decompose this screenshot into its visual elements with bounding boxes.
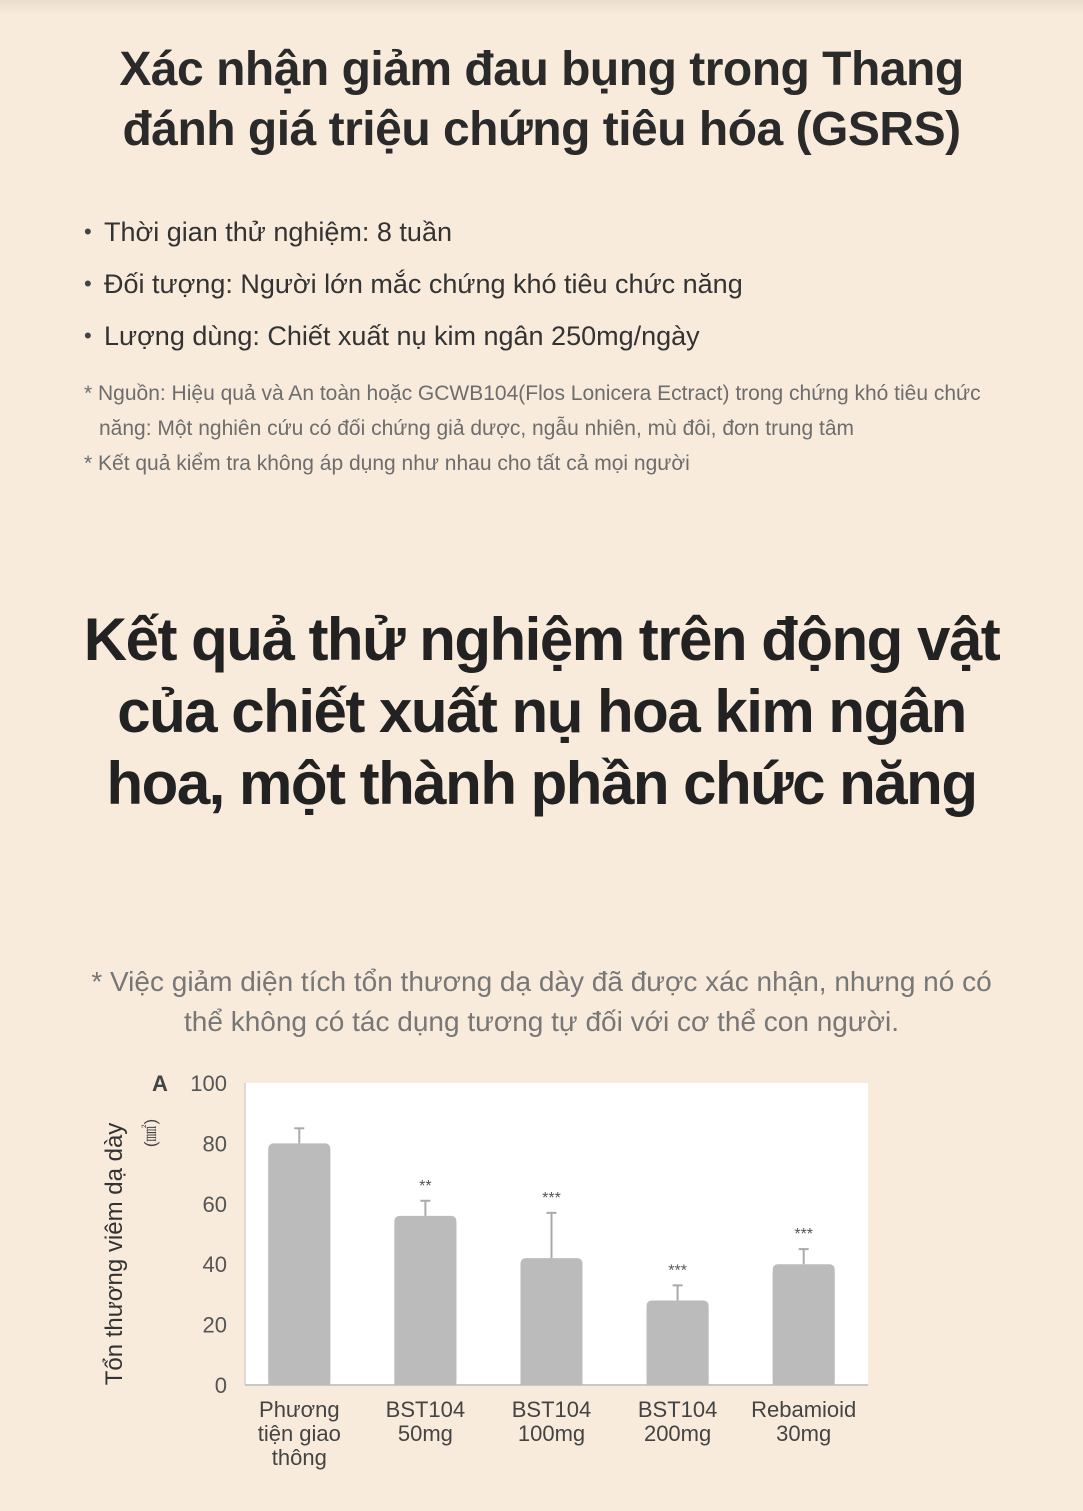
significance-label: ** <box>419 1177 432 1195</box>
significance-label: *** <box>542 1189 561 1207</box>
bar-base <box>647 1308 709 1385</box>
y-tick-label: 100 <box>190 1071 227 1096</box>
x-category-label: Rebamioid <box>751 1397 857 1422</box>
bar-base <box>268 1151 330 1385</box>
x-category-label: BST104 <box>385 1397 466 1422</box>
x-category-label: 50mg <box>397 1421 453 1446</box>
y-tick-label: 60 <box>202 1191 227 1217</box>
panel-label: A <box>152 1071 168 1096</box>
x-category-label: 200mg <box>643 1421 712 1446</box>
chart-caption: * Việc giảm diện tích tổn thương dạ dày đã được xác nhận, nhưng nó có thể không có tác dụng tương tự đối với cơ thể con người. <box>91 966 992 1037</box>
y-axis-label: Tổn thương viêm dạ dày <box>101 1122 128 1386</box>
trial-dosage-item: • Lượng dùng: Chiết xuất nụ kim ngân 250mg/ngày <box>84 310 984 362</box>
y-tick-label: 40 <box>202 1252 227 1278</box>
source-note: * Nguồn: Hiệu quả và An toàn hoặc GCWB104(Flos Lonicera Ectract) trong chứng khó tiêu chức năng: Một nghiên cứu có đối chứng giả dược, ngẫu nhiên, mù đôi, đơn trung tâm <box>84 382 981 440</box>
y-tick-label: 20 <box>202 1312 227 1338</box>
x-category-label: 30mg <box>776 1421 832 1446</box>
disclaimer-note: * Kết quả kiểm tra không áp dụng như nhau cho tất cả mọi người <box>84 452 690 475</box>
x-category-label: BST104 <box>637 1397 718 1422</box>
x-category-label: tiện giao <box>257 1421 341 1446</box>
bar-chart <box>0 1060 1083 1500</box>
bar-base <box>394 1224 456 1385</box>
trial-subjects-item: • Đối tượng: Người lớn mắc chứng khó tiêu chức năng <box>84 258 984 310</box>
significance-label: *** <box>668 1262 687 1280</box>
y-tick-label: 80 <box>202 1131 227 1157</box>
x-category-label: BST104 <box>511 1397 592 1422</box>
x-category-label: Phương <box>259 1397 340 1422</box>
section-heading-gsrs: Xác nhận giảm đau bụng trong Thang đánh giá triệu chứng tiêu hóa (GSRS) <box>119 43 964 156</box>
section-heading-animal-test: Kết quả thử nghiệm trên động vật của chiết xuất nụ hoa kim ngân hoa, một thành phần chức năng <box>83 606 1000 817</box>
y-tick-label: 0 <box>214 1373 227 1398</box>
x-category-label: thông <box>271 1445 327 1470</box>
top-shadow <box>0 0 1083 14</box>
significance-label: *** <box>794 1226 814 1244</box>
trial-details-list <box>84 206 984 362</box>
x-category-label: 100mg <box>517 1421 586 1446</box>
bar-base <box>521 1266 583 1385</box>
trial-duration-item: • Thời gian thử nghiệm: 8 tuần <box>84 206 984 258</box>
bar-base <box>773 1272 835 1385</box>
footnotes <box>84 376 994 481</box>
y-axis-unit: (㎟) <box>141 1118 160 1148</box>
